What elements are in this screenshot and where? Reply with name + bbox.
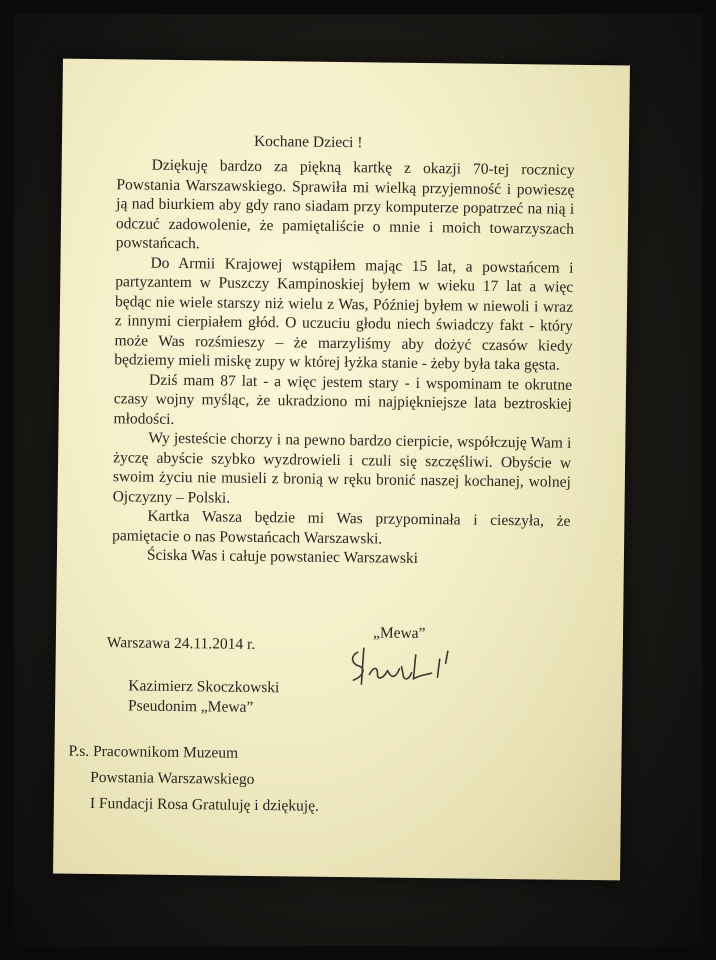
author-block (128, 676, 280, 718)
postscript-line: I Fundacji Rosa Gratuluję i dziękuję. (89, 794, 319, 815)
letter-closing: Ściska Was i całuje powstaniec Warszawski (146, 546, 419, 567)
place-and-date: Warszawa 24.11.2014 r. (106, 634, 256, 653)
letter-paragraph: Do Armii Krajowej wstąpiłem mając 15 lat, a powstańcem i partyzantem w Puszczy Kampinoskiej byłem w wieku 17 lat a więc będąc nie wiele starszy niż wielu z Was, Później byłem w niewoli i wraz z innymi cierpiałem głód. O uczuciu głodu niech świadczy fakt - który może Was rozśmieszy – że marzyliśmy aby dożyć czasów kiedy będziemy mieli miskę zupy w której łyżka stanie - żeby była taka gęsta. (114, 254, 574, 374)
postscript-line: P.s. Pracownikom Muzeum (68, 742, 239, 762)
author-pseudonym: Pseudonim „Mewa” (127, 697, 254, 716)
letter-sheet (53, 59, 630, 881)
signature-pseudonym: „Mewa” (372, 624, 426, 643)
letter-salutation: Kochane Dzieci ! (253, 132, 363, 152)
postscript (68, 739, 320, 820)
letter-body (112, 155, 575, 570)
author-name: Kazimierz Skoczkowski (128, 677, 280, 697)
postscript-line: Powstania Warszawskiego (90, 768, 255, 788)
handwritten-signature (343, 644, 474, 690)
letter-paragraph: Dziś mam 87 lat - a więc jestem stary - i wspominam te okrutne czasy wojny myśląc, że ukradziono mi najpiękniejsze lata beztroskiej młodości. (113, 371, 573, 428)
letter-paragraph: Wy jesteście chorzy i na pewno bardzo cierpicie, współczuję Wam i życzę abyście szybko wyzdrowieli i czuli się szczęśliwi. Obyście w swoim życiu nie musieli z bronią w ręku bronić naszej kochanej, wolnej Ojczyzny – Polski. (112, 429, 572, 507)
letter-paragraph: Kartka Wasza będzie mi Was przypominała i cieszyła, że pamiętacie o nas Powstańcach Warszawski. (112, 507, 571, 548)
letter-paragraph: Dziękuję bardzo za piękną kartkę z okazji 70-tej rocznicy Powstania Warszawskiego. Sprawiła mi wielką przyjemność i powieszę ją nad biurkiem aby gdy rano siadam przy komputerze popatrzeć na nią i odczuć zadowolenie, że pamiętaliście o mnie i moich towarzyszach powstańcach. (115, 156, 575, 253)
